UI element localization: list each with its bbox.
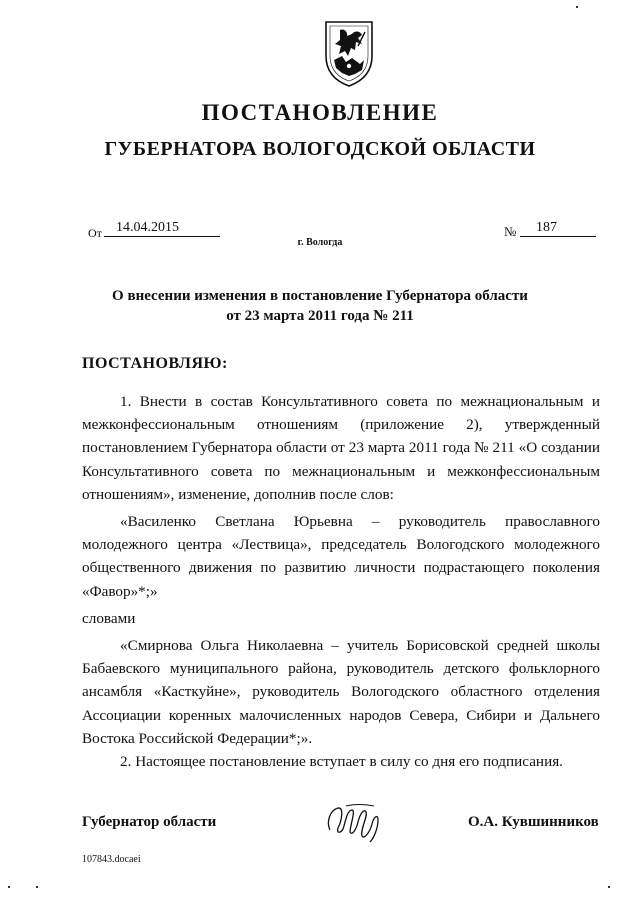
paragraph-1: 1. Внести в состав Консультативного совета по межнациональным и межконфессиональным отношениям (приложение 2), утвержденный постановлением Губернатора области от 23 марта 2011 года № 211 «О создании Консультативного совета по межнациональным и межконфессиональным отношениям», изменение, дополнив после слов: [82, 393, 600, 503]
paragraph-quote-1: «Василенко Светлана Юрьевна – руководитель православного молодежного центра «Лествица», председатель Вологодского молодежного общественного движения по развитию личности подрастающего поколения «Фавор»*;» [82, 513, 600, 600]
subject-line-1: О внесении изменения в постановление Губернатора области [112, 288, 528, 304]
document-type-title: ПОСТАНОВЛЕНИЕ [201, 100, 439, 125]
city-label: г. Вологда [297, 237, 343, 248]
date-label: От [88, 226, 102, 240]
paragraph-quote-2: «Смирнова Ольга Николаевна – учитель Борисовской средней школы Бабаевского муниципального района, руководитель детского фольклорного ансамбля «Касткуйне», руководитель Вологодского областного отделения Ассоциации коренных малочисленных народов Севера, Сибири и Дальнего Востока Российской Федерации*;». [82, 637, 600, 747]
scan-dot [608, 886, 610, 888]
signer-name: О.А. Кувшинников [468, 814, 599, 830]
number-label: № [504, 224, 517, 239]
document-subject [0, 286, 640, 326]
paragraph-words: словами [82, 609, 136, 627]
signature-icon [324, 800, 384, 844]
issuer-title: ГУБЕРНАТОРА ВОЛОГОДСКОЙ ОБЛАСТИ [104, 138, 536, 160]
scan-dot [36, 886, 38, 888]
scan-dot [576, 6, 578, 8]
paragraph-2: 2. Настоящее постановление вступает в силу со дня его подписания. [120, 753, 563, 771]
document-body [82, 390, 600, 773]
date-value: 14.04.2015 [104, 220, 220, 237]
scan-dot [8, 886, 10, 888]
resolve-heading: ПОСТАНОВЛЯЮ: [82, 355, 228, 372]
signer-title: Губернатор области [82, 814, 217, 830]
coat-of-arms-icon [322, 18, 376, 88]
file-reference: 107843.docaei [82, 854, 141, 865]
number-value: 187 [520, 220, 596, 237]
subject-line-2: от 23 марта 2011 года № 211 [226, 308, 414, 324]
